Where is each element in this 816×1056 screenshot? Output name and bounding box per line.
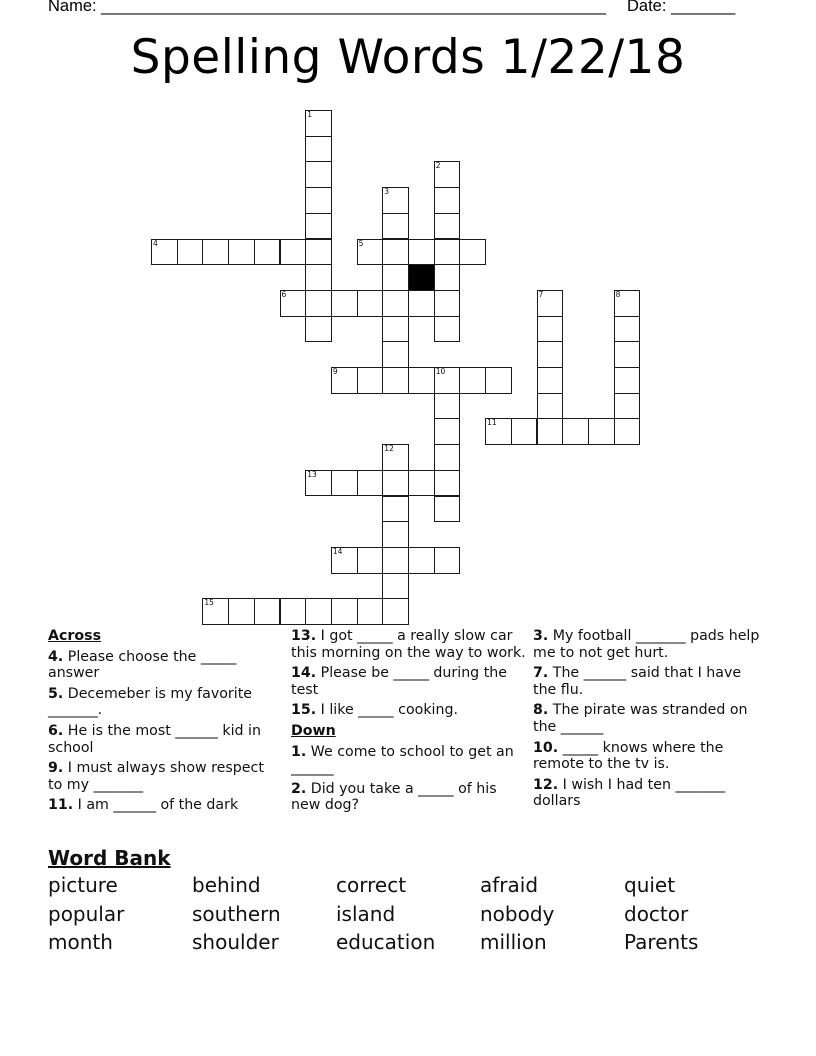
clue-across-9 bbox=[48, 760, 276, 793]
clue-text: I am ______ of the dark bbox=[73, 797, 239, 814]
clue-down-8 bbox=[533, 702, 761, 735]
crossword-cell[interactable] bbox=[485, 367, 512, 394]
crossword-cell[interactable] bbox=[562, 418, 589, 445]
clue-across-11 bbox=[48, 797, 276, 814]
clue-number-label: 9 bbox=[332, 367, 338, 376]
crossword-cell[interactable] bbox=[382, 341, 409, 368]
word-bank-item: quiet bbox=[624, 873, 676, 897]
crossword-cell[interactable] bbox=[382, 547, 409, 574]
page-title: Spelling Words 1/22/18 bbox=[130, 30, 686, 85]
clue-number: 6. bbox=[48, 722, 64, 739]
crossword-cell[interactable] bbox=[537, 393, 564, 420]
clue-down-12 bbox=[533, 777, 761, 810]
clue-number: 12. bbox=[533, 776, 559, 793]
crossword-cell[interactable] bbox=[382, 496, 409, 523]
crossword-cell[interactable] bbox=[511, 418, 538, 445]
clue-across-13 bbox=[291, 628, 527, 661]
crossword-cell[interactable] bbox=[614, 418, 641, 445]
down-heading: Down bbox=[291, 722, 336, 739]
crossword-cell[interactable] bbox=[434, 496, 461, 523]
clue-number: 3. bbox=[533, 628, 549, 644]
crossword-cell[interactable] bbox=[434, 290, 461, 317]
crossword-cell[interactable] bbox=[331, 598, 358, 625]
clue-text: He is the most ______ kid in school bbox=[48, 722, 261, 756]
crossword-cell[interactable] bbox=[537, 367, 564, 394]
crossword-cell[interactable] bbox=[357, 367, 384, 394]
clue-text: Decemeber is my favorite _______. bbox=[48, 685, 252, 719]
clue-text: Did you take a _____ of his new dog? bbox=[291, 780, 497, 814]
crossword-cell[interactable] bbox=[305, 239, 332, 266]
clue-number: 5. bbox=[48, 685, 64, 702]
date-field[interactable]: Date: _______ bbox=[627, 0, 736, 15]
crossword-cell[interactable] bbox=[408, 367, 435, 394]
crossword-cell[interactable] bbox=[280, 239, 307, 266]
crossword-cell[interactable] bbox=[537, 290, 564, 317]
clue-down-2 bbox=[291, 781, 527, 814]
clue-across-6 bbox=[48, 723, 276, 756]
crossword-cell[interactable] bbox=[382, 264, 409, 291]
crossword-cell[interactable] bbox=[305, 110, 332, 137]
crossword-cell[interactable] bbox=[331, 367, 358, 394]
crossword-cell[interactable] bbox=[331, 290, 358, 317]
word-bank-item: million bbox=[480, 930, 547, 954]
clue-number: 10. bbox=[533, 739, 559, 756]
crossword-cell[interactable] bbox=[151, 239, 178, 266]
clue-number-label: 5 bbox=[358, 238, 364, 248]
word-bank-item: correct bbox=[336, 873, 407, 897]
crossword-cell[interactable] bbox=[434, 161, 461, 188]
crossword-cell[interactable] bbox=[614, 393, 641, 420]
clue-number: 14. bbox=[291, 665, 317, 682]
crossword-cell[interactable] bbox=[254, 598, 281, 625]
clue-across-5 bbox=[48, 686, 276, 719]
crossword-cell[interactable] bbox=[305, 213, 332, 240]
crossword-cell[interactable] bbox=[408, 547, 435, 574]
word-bank bbox=[48, 845, 768, 956]
crossword-cell[interactable] bbox=[305, 290, 332, 317]
crossword-cell[interactable] bbox=[382, 187, 409, 214]
crossword-cell[interactable] bbox=[357, 290, 384, 317]
clue-number: 15. bbox=[291, 702, 317, 719]
crossword-cell[interactable] bbox=[434, 444, 461, 471]
crossword-cell[interactable] bbox=[382, 290, 409, 317]
crossword-cell[interactable] bbox=[357, 547, 384, 574]
clue-across-15 bbox=[291, 702, 527, 719]
across-heading: Across bbox=[48, 628, 102, 644]
crossword-cell[interactable] bbox=[408, 470, 435, 497]
clue-number-label: 10 bbox=[435, 367, 446, 376]
word-bank-item: picture bbox=[48, 873, 118, 897]
crossword-cell[interactable] bbox=[202, 598, 229, 625]
clue-down-7 bbox=[533, 665, 761, 698]
word-bank-item: popular bbox=[48, 901, 125, 926]
clue-number-label: 2 bbox=[435, 161, 441, 171]
crossword-cell[interactable] bbox=[434, 367, 461, 394]
crossword-cell[interactable] bbox=[331, 470, 358, 497]
clues-column-2 bbox=[291, 628, 527, 818]
clue-number: 8. bbox=[533, 702, 549, 719]
crossword-cell[interactable] bbox=[434, 418, 461, 445]
clue-down-10 bbox=[533, 740, 761, 773]
clue-number-label: 6 bbox=[281, 289, 287, 299]
crossword-cell[interactable] bbox=[382, 239, 409, 266]
crossword-cell[interactable] bbox=[434, 213, 461, 240]
clue-number-label: 15 bbox=[204, 598, 214, 608]
crossword-cell[interactable] bbox=[202, 239, 229, 266]
clue-text: Please choose the _____ answer bbox=[48, 648, 237, 682]
crossword-cell[interactable] bbox=[280, 290, 307, 317]
word-bank-item: shoulder bbox=[192, 930, 279, 954]
clue-text: We come to school to get an ______ bbox=[291, 743, 514, 777]
crossword-cell[interactable] bbox=[408, 290, 435, 317]
crossword-cell[interactable] bbox=[614, 290, 641, 317]
word-bank-item: month bbox=[48, 930, 113, 954]
crossword-cell[interactable] bbox=[614, 367, 641, 394]
clue-text: I must always show respect to my _______ bbox=[48, 760, 264, 793]
clue-number-label: 3 bbox=[384, 187, 390, 197]
crossword-cell[interactable] bbox=[305, 470, 332, 497]
word-bank-item: afraid bbox=[480, 873, 539, 897]
crossword-cell[interactable] bbox=[434, 547, 461, 574]
crossword-cell[interactable] bbox=[434, 316, 461, 343]
clues-column-3 bbox=[533, 628, 761, 814]
clue-text: _____ knows where the remote to the tv is. bbox=[533, 739, 724, 773]
clue-text: I got _____ a really slow car this morning on the way to work. bbox=[291, 628, 526, 661]
clue-number-label: 13 bbox=[307, 469, 317, 479]
crossword-cell[interactable] bbox=[382, 316, 409, 343]
crossword-cell[interactable] bbox=[382, 598, 409, 625]
clue-text: The pirate was stranded on the ______ bbox=[533, 702, 748, 735]
crossword-cell[interactable] bbox=[305, 316, 332, 343]
clue-text: I like _____ cooking. bbox=[316, 702, 458, 719]
crossword-cell[interactable] bbox=[382, 444, 409, 471]
clue-number-label: 11 bbox=[487, 418, 497, 428]
clue-text: My football _______ pads help me to not get hurt. bbox=[533, 628, 760, 661]
crossword-cell[interactable] bbox=[382, 470, 409, 497]
clue-across-4 bbox=[48, 649, 276, 682]
word-bank-title: Word Bank bbox=[48, 846, 171, 870]
word-bank-list bbox=[48, 873, 768, 956]
clue-number: 7. bbox=[533, 665, 549, 682]
clue-number-label: 8 bbox=[615, 289, 621, 299]
clue-number: 4. bbox=[48, 648, 64, 665]
crossword-cell[interactable] bbox=[434, 187, 461, 214]
word-bank-item: behind bbox=[192, 873, 261, 897]
crossword-cell[interactable] bbox=[614, 341, 641, 368]
clue-down-3 bbox=[533, 628, 761, 661]
clue-number-label: 12 bbox=[384, 444, 394, 454]
clue-text: The ______ said that I have the flu. bbox=[533, 665, 742, 698]
crossword-cell[interactable] bbox=[177, 239, 204, 266]
clue-number: 2. bbox=[291, 780, 307, 797]
crossword-cell[interactable] bbox=[382, 573, 409, 600]
clue-number-label: 7 bbox=[538, 289, 544, 299]
crossword-block bbox=[408, 264, 435, 291]
word-bank-item: education bbox=[336, 930, 436, 954]
crossword-cell[interactable] bbox=[305, 136, 332, 163]
crossword-cell[interactable] bbox=[305, 161, 332, 188]
word-bank-item: Parents bbox=[624, 930, 699, 954]
crossword-cell[interactable] bbox=[434, 264, 461, 291]
crossword-cell[interactable] bbox=[537, 341, 564, 368]
crossword-cell[interactable] bbox=[228, 239, 255, 266]
crossword-cell[interactable] bbox=[434, 393, 461, 420]
clue-number-label: 4 bbox=[153, 238, 158, 248]
word-bank-item: nobody bbox=[480, 901, 555, 926]
clue-down-1 bbox=[291, 744, 527, 777]
clue-number-label: 14 bbox=[332, 546, 343, 556]
word-bank-item: southern bbox=[192, 901, 281, 926]
clue-number: 1. bbox=[291, 743, 307, 760]
crossword-cell[interactable] bbox=[485, 418, 512, 445]
word-bank-item: island bbox=[336, 901, 396, 926]
crossword-cell[interactable] bbox=[408, 239, 435, 266]
name-field[interactable]: Name: _______________________________________________________ bbox=[48, 0, 606, 15]
crossword-cell[interactable] bbox=[331, 547, 358, 574]
crossword-cell[interactable] bbox=[459, 367, 486, 394]
crossword-cell[interactable] bbox=[382, 521, 409, 548]
crossword-cell[interactable] bbox=[357, 598, 384, 625]
crossword-cell[interactable] bbox=[357, 239, 384, 266]
crossword-cell[interactable] bbox=[537, 316, 564, 343]
clue-across-14 bbox=[291, 665, 527, 698]
crossword-cell[interactable] bbox=[537, 418, 564, 445]
word-bank-item: doctor bbox=[624, 901, 689, 926]
clue-text: I wish I had ten _______ dollars bbox=[533, 776, 726, 810]
crossword-cell[interactable] bbox=[588, 418, 615, 445]
clue-number: 9. bbox=[48, 760, 64, 777]
crossword-cell[interactable] bbox=[614, 316, 641, 343]
crossword-cell[interactable] bbox=[305, 264, 332, 291]
crossword-cell[interactable] bbox=[459, 239, 486, 266]
crossword-cell[interactable] bbox=[228, 598, 255, 625]
crossword-cell[interactable] bbox=[434, 239, 461, 266]
clue-number: 13. bbox=[291, 628, 317, 644]
crossword-cell[interactable] bbox=[305, 187, 332, 214]
clue-number: 11. bbox=[48, 797, 74, 814]
crossword-cell[interactable] bbox=[382, 213, 409, 240]
crossword-cell[interactable] bbox=[254, 239, 281, 266]
clue-number-label: 1 bbox=[307, 110, 312, 119]
crossword-cell[interactable] bbox=[305, 598, 332, 625]
crossword-cell[interactable] bbox=[357, 470, 384, 497]
clues-column-1 bbox=[48, 628, 276, 818]
crossword-cell[interactable] bbox=[434, 470, 461, 497]
crossword-cell[interactable] bbox=[382, 367, 409, 394]
crossword-cell[interactable] bbox=[280, 598, 307, 625]
clue-text: Please be _____ during the test bbox=[291, 665, 507, 698]
